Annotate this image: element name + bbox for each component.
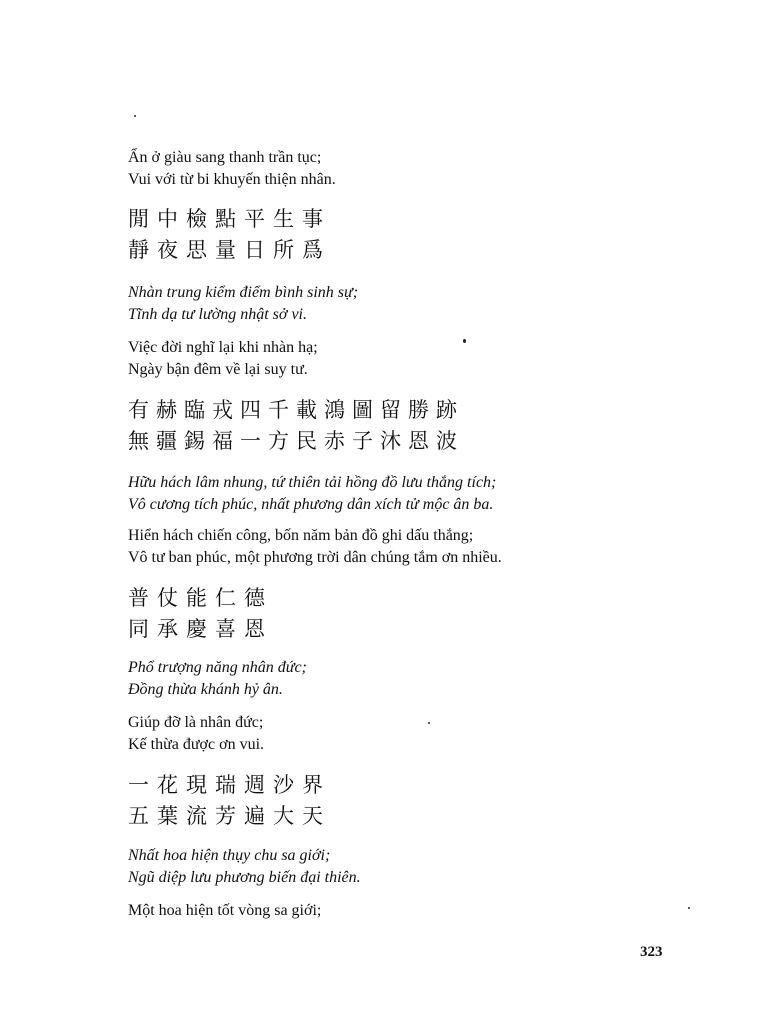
- transliteration-line: Phổ trượng năng nhân đức;: [128, 659, 307, 676]
- page-number: 323: [640, 944, 663, 960]
- transliteration-3: [128, 657, 728, 701]
- transliteration-line: Vô cương tích phúc, nhất phương dân xích tử mộc ân ba.: [128, 496, 494, 513]
- transliteration-line: Nhàn trung kiểm điểm bình sinh sự;: [128, 284, 359, 301]
- translation-line: Ngày bận đêm về lại suy tư.: [128, 361, 308, 378]
- translation-line: Một hoa hiện tốt vòng sa giới;: [128, 902, 322, 919]
- han-line: 同承慶喜恩: [128, 617, 273, 641]
- han-line: 五葉流芳遍大天: [128, 804, 331, 828]
- han-couplet-1: [128, 204, 728, 266]
- transliteration-line: Hữu hách lâm nhung, tứ thiên tải hồng đồ lưu thắng tích;: [128, 474, 497, 491]
- scan-speck: [428, 722, 430, 724]
- transliteration-line: Nhất hoa hiện thụy chu sa giới;: [128, 847, 331, 864]
- translation-4: [128, 900, 728, 922]
- transliteration-1: [128, 282, 728, 326]
- transliteration-line: Ngũ diệp lưu phương biến đại thiên.: [128, 869, 361, 886]
- scan-speck: [463, 339, 466, 343]
- transliteration-line: Đồng thừa khánh hỷ ân.: [128, 681, 283, 698]
- verse-line: Ẩn ở giàu sang thanh trần tục;: [128, 149, 322, 166]
- scan-speck: [134, 115, 136, 117]
- translation-line: Việc đời nghĩ lại khi nhàn hạ;: [128, 339, 318, 356]
- transliteration-line: Tĩnh dạ tư lường nhật sở vi.: [128, 306, 307, 323]
- han-line: 普仗能仁德: [128, 586, 273, 610]
- han-line: 有赫臨戎四千載鴻圖留勝跡: [128, 398, 464, 422]
- translation-line: Kế thừa được ơn vui.: [128, 736, 265, 753]
- han-line: 閒中檢點平生事: [128, 207, 331, 231]
- han-couplet-4: [128, 770, 728, 832]
- verse-line: Vui với từ bi khuyến thiện nhân.: [128, 171, 336, 188]
- translation-3: [128, 712, 728, 756]
- transliteration-4: [128, 845, 728, 889]
- translation-line: Hiển hách chiến công, bốn năm bản đồ ghi dấu thắng;: [128, 527, 474, 544]
- transliteration-2: [128, 472, 728, 516]
- han-couplet-2: [128, 395, 728, 457]
- han-couplet-3: [128, 583, 728, 645]
- verse-translation-0: [128, 147, 728, 191]
- translation-line: Vô tư ban phúc, một phương trời dân chúng tắm ơn nhiều.: [128, 549, 502, 566]
- translation-2: [128, 525, 728, 569]
- scan-speck: [688, 907, 690, 909]
- translation-1: [128, 337, 728, 381]
- han-line: 一花現瑞週沙界: [128, 773, 331, 797]
- han-line: 無疆錫福一方民赤子沐恩波: [128, 429, 464, 453]
- han-line: 靜夜思量日所爲: [128, 238, 331, 262]
- translation-line: Giúp đỡ là nhân đức;: [128, 714, 264, 731]
